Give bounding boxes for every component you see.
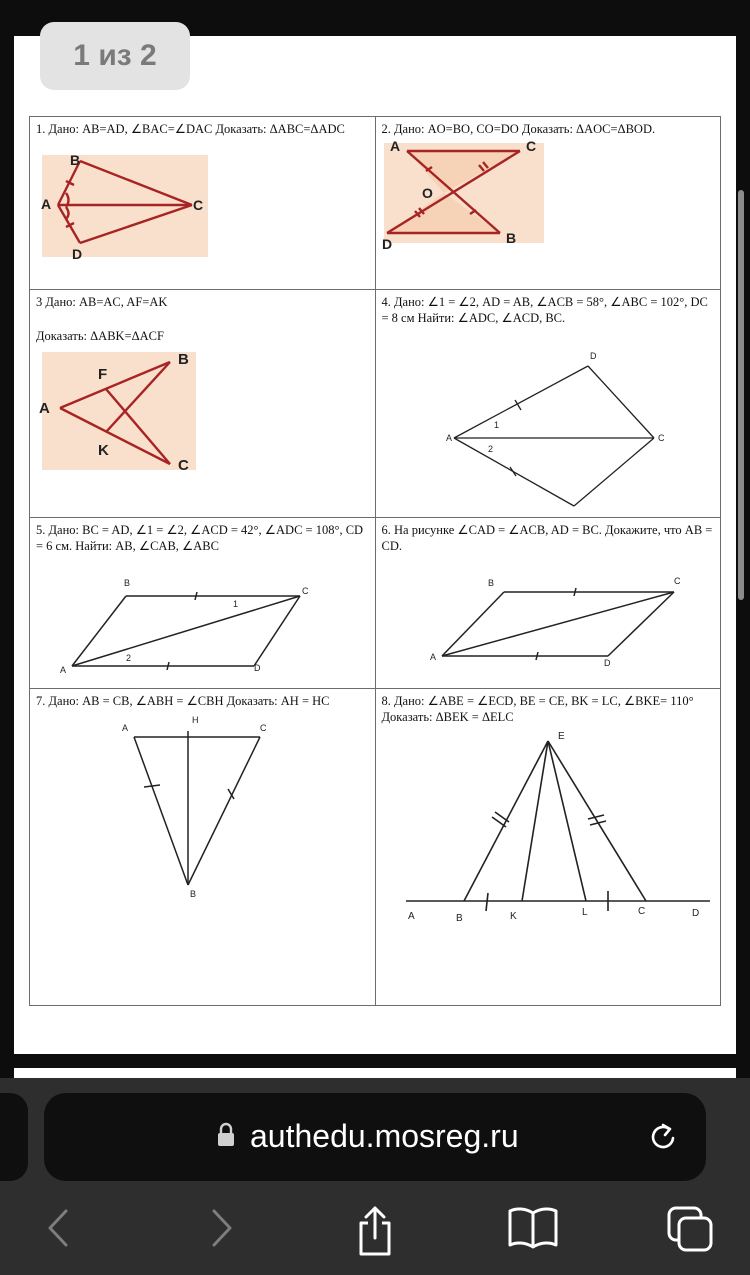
p8-label-a: A: [407, 911, 415, 922]
previous-tab-edge[interactable]: [0, 1093, 28, 1181]
p8-label-e: E: [557, 731, 565, 742]
problem-6-cell: [375, 518, 721, 689]
reload-icon[interactable]: [646, 1120, 680, 1154]
p5-label-1: 1: [233, 599, 239, 609]
p6-label-c: C: [673, 576, 680, 586]
p5-label-d: D: [254, 663, 261, 673]
problem-6-text: 6. На рисунке ∠CAD = ∠ACB, AD = BC. Докажите, что AB = CD.: [381, 523, 713, 553]
p2-label-a: A: [389, 138, 400, 154]
p1-label-d: D: [72, 246, 83, 262]
p4-label-1: 1: [493, 420, 499, 430]
problem-7-text: 7. Дано: AB = CB, ∠ABH = ∠CBH Доказать: AH = HC: [36, 694, 330, 708]
p6-label-b: B: [487, 578, 494, 588]
problem-8-figure: [382, 725, 732, 925]
p1-label-b: B: [70, 152, 81, 168]
p3-label-f: F: [98, 366, 108, 383]
p7-label-b: B: [190, 889, 197, 899]
problem-1-text: 1. Дано: AB=AD, ∠BAC=∠DAC Доказать: ΔABC=ΔADC: [36, 122, 345, 136]
problem-7-cell: [30, 689, 376, 1006]
problem-5-text: 5. Дано: BC = AD, ∠1 = ∠2, ∠ACD = 42°, ∠ADC = 108°, CD = 6 см. Найти: AB, ∠CAB, ∠ABC: [36, 523, 364, 553]
p4-label-a: A: [445, 433, 452, 443]
p6-label-a: A: [429, 652, 436, 662]
problem-8-cell: [375, 689, 721, 1006]
problem-3-figure: [36, 344, 216, 480]
problem-1-cell: [30, 117, 376, 290]
p7-label-h: H: [192, 715, 199, 725]
bookmarks-icon[interactable]: [507, 1205, 559, 1251]
p1-label-a: A: [41, 196, 52, 212]
p5-label-b: B: [124, 578, 131, 588]
p2-label-c: C: [525, 138, 536, 154]
share-icon[interactable]: [354, 1205, 396, 1257]
document-page: [14, 36, 736, 1054]
p8-label-l: L: [581, 907, 588, 918]
problem-2-text: 2. Дано: AO=BO, CO=DO Доказать: ΔAOC=ΔBOD.: [381, 122, 656, 136]
p3-label-k: K: [98, 442, 109, 459]
p8-label-b: B: [455, 913, 463, 924]
p2-label-o: O: [421, 185, 433, 201]
p8-label-d: D: [691, 908, 699, 919]
tabs-icon[interactable]: [666, 1205, 716, 1255]
p5-label-a: A: [60, 665, 67, 675]
lock-icon: [216, 1122, 236, 1148]
p3-label-b: B: [178, 351, 189, 368]
problem-4-cell: [375, 290, 721, 518]
problem-5-figure: [36, 554, 336, 682]
problem-7-figure: [36, 709, 336, 909]
scrollbar[interactable]: [738, 190, 744, 600]
p5-label-2: 2: [126, 653, 132, 663]
problems-table: [29, 116, 721, 1006]
problem-5-cell: [30, 518, 376, 689]
p4-label-d: D: [589, 351, 596, 361]
p5-label-c: C: [302, 586, 309, 596]
p4-label-2: 2: [487, 444, 493, 454]
url-text[interactable]: authedu.mosreg.ru: [250, 1118, 519, 1154]
p1-label-c: C: [193, 197, 204, 213]
p2-label-b: B: [505, 230, 516, 246]
forward-icon[interactable]: [204, 1205, 236, 1251]
problem-4-text: 4. Дано: ∠1 = ∠2, AD = AB, ∠ACB = 58°, ∠ABC = 102°, DC = 8 см Найти: ∠ADC, ∠ACD, BC.: [381, 295, 708, 325]
p6-label-d: D: [603, 658, 610, 668]
p8-label-k: K: [509, 911, 517, 922]
problem-8-text: 8. Дано: ∠ABE = ∠ECD, BE = CE, BK = LC, ∠BKE= 110° Доказать: ΔBEK = ΔELC: [381, 694, 694, 724]
problem-2-figure: [381, 137, 552, 252]
problem-3-text-prove: Доказать: ΔABK=ΔACF: [36, 329, 164, 343]
p7-label-c: C: [260, 723, 267, 733]
problem-3-cell: [30, 290, 376, 518]
p4-label-c: C: [657, 433, 664, 443]
p7-label-a: A: [122, 723, 129, 733]
problem-1-figure: [36, 137, 216, 262]
page-indicator: 1 из 2: [40, 22, 190, 90]
problem-3-text: 3 Дано: AB=AC, AF=AK: [36, 295, 168, 309]
p8-label-c: C: [637, 906, 645, 917]
problem-6-figure: [382, 554, 732, 682]
problem-4-figure: [382, 326, 732, 496]
p2-label-d: D: [381, 236, 392, 252]
problem-2-cell: [375, 117, 721, 290]
back-icon[interactable]: [44, 1205, 76, 1251]
p3-label-a: A: [39, 400, 50, 417]
p3-label-c: C: [178, 457, 189, 474]
